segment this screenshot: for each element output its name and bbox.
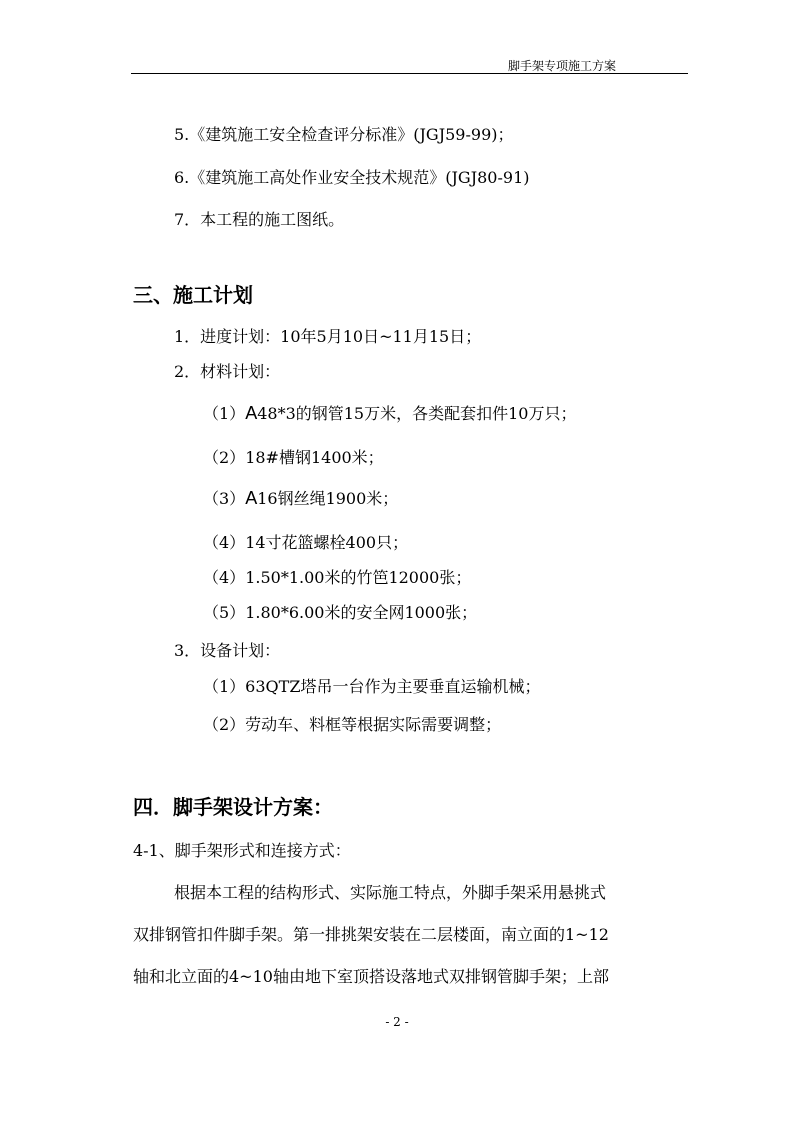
diameter-symbol: A <box>245 488 258 508</box>
materials-plan-title: 2．材料计划： <box>174 362 281 381</box>
material-item-text: 18#槽钢1400米； <box>245 448 384 467</box>
schedule-plan: 1．进度计划：10年5月10日~11月15日； <box>174 327 482 346</box>
material-item-text: 1.50*1.00米的竹笆12000张； <box>245 568 472 587</box>
paragraph-line: 双排钢管扣件脚手架。第一排挑架安装在二层楼面，南立面的1~12 <box>133 925 609 944</box>
paragraph-line: 根据本工程的结构形式、实际施工特点，外脚手架采用悬挑式 <box>174 883 607 902</box>
material-item-index: （4） <box>203 568 246 587</box>
equipment-item: （2）劳动车、料框等根据实际需要调整； <box>203 715 502 734</box>
material-item-index: （5） <box>203 603 246 622</box>
reference-item-5: 5.《建筑施工安全检查评分标准》(JGJ59-99)； <box>174 125 514 144</box>
material-item-text: 16钢丝绳1900米； <box>257 489 399 508</box>
material-item-index: （2） <box>203 448 246 467</box>
material-item-index: （3） <box>203 489 246 508</box>
subsection-4-1-title: 4-1、脚手架形式和连接方式： <box>133 841 351 860</box>
material-item-text: 48*3的钢管15万米，各类配套扣件10万只； <box>257 404 577 423</box>
paragraph-line: 轴和北立面的4~10轴由地下室顶搭设落地式双排钢管脚手架；上部 <box>133 967 609 986</box>
material-item-index: （1） <box>203 404 246 423</box>
section-4-heading: 四．脚手架设计方案： <box>133 795 333 819</box>
material-item-text: 14寸花篮螺栓400只； <box>245 533 409 552</box>
material-item-index: （4） <box>203 533 246 552</box>
equipment-plan-title: 3．设备计划： <box>174 641 281 660</box>
material-item <box>203 603 477 623</box>
reference-item-7: 7．本工程的施工图纸。 <box>174 210 345 229</box>
page-number: - 2 - <box>385 1015 409 1029</box>
material-item <box>203 403 576 424</box>
header-divider <box>131 73 688 74</box>
diameter-symbol: A <box>245 403 258 423</box>
reference-item-6: 6.《建筑施工高处作业安全技术规范》(JGJ80-91) <box>174 168 530 187</box>
material-item-text: 1.80*6.00米的安全网1000张； <box>245 603 478 622</box>
material-item <box>203 568 471 588</box>
material-item <box>203 448 384 468</box>
section-3-heading: 三、施工计划 <box>133 283 253 307</box>
equipment-item: （1）63QTZ塔吊一台作为主要垂直运输机械； <box>203 677 541 696</box>
running-header: 脚手架专项施工方案 <box>508 59 617 73</box>
material-item <box>203 488 398 509</box>
material-item <box>203 533 408 553</box>
